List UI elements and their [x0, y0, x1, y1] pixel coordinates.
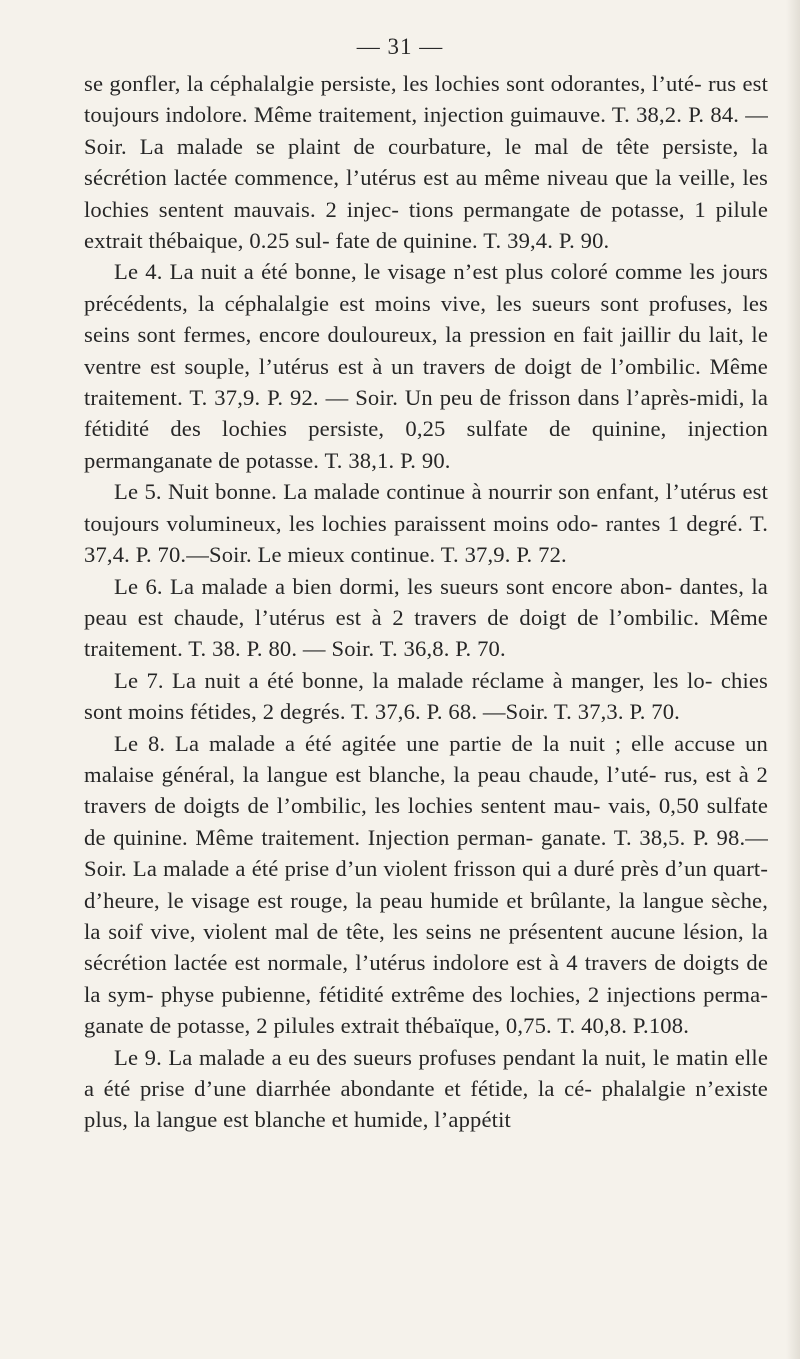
paragraph-day-8: Le 8. La malade a été agitée une partie de la nuit ; elle accuse un malaise général, la langue est blanche, la peau chaude, l’uté- rus, est à 2 travers de doigts de l’ombilic, les lochies sentent mau- vais, 0,50 sulfate de quinine. Même traitement. Injection perman- ganate. T. 38,5. P. 98.— Soir. La malade a été prise d’un violent frisson qui a duré près d’un quart-d’heure, le visage est rouge, la peau humide et brûlante, la langue sèche, la soif vive, violent mal de tête, les seins ne présentent aucune lésion, la sécrétion lactée est normale, l’utérus indolore est à 4 travers de doigts de la sym- physe pubienne, fétidité extrême des lochies, 2 injections perma- ganate de potasse, 2 pilules extrait thébaïque, 0,75. T. 40,8. P.108.	[84, 730, 768, 1039]
body-text	[84, 68, 768, 1136]
page-edge-shadow	[786, 0, 800, 1359]
paragraph-day-7: Le 7. La nuit a été bonne, la malade réclame à manger, les lo- chies sont moins fétides, 2 degrés. T. 37,6. P. 68. —Soir. T. 37,3. P. 70.	[84, 667, 768, 725]
paragraph-continuation: se gonfler, la céphalalgie persiste, les lochies sont odorantes, l’uté- rus est toujours indolore. Même traitement, injection guimauve. T. 38,2. P. 84. — Soir. La malade se plaint de courbature, le mal de tête persiste, la sécrétion lactée commence, l’utérus est au même niveau que la veille, les lochies sentent mauvais. 2 injec- tions permangate de potasse, 1 pilule extrait thébaique, 0.25 sul- fate de quinine. T. 39,4. P. 90.	[84, 71, 768, 254]
paragraph-day-4: Le 4. La nuit a été bonne, le visage n’est plus coloré comme les jours précédents, la céphalalgie est moins vive, les sueurs sont profuses, les seins sont fermes, encore douloureux, la pression en fait jaillir du lait, le ventre est souple, l’utérus est à un travers de doigt de l’ombilic. Même traitement. T. 37,9. P. 92. — Soir. Un peu de frisson dans l’après-midi, la fétidité des lochies persiste, 0,25 sulfate de quinine, injection permanganate de potasse. T. 38,1. P. 90.	[84, 259, 768, 473]
page-number: — 31 —	[356, 34, 444, 59]
paragraph-day-5: Le 5. Nuit bonne. La malade continue à nourrir son enfant, l’utérus est toujours volumineux, les lochies paraissent moins odo- rantes 1 degré. T. 37,4. P. 70.—Soir. Le mieux continue. T. 37,9. P. 72.	[84, 479, 768, 568]
paragraph-day-6: Le 6. La malade a bien dormi, les sueurs sont encore abon- dantes, la peau est chaude, l’utérus est à 2 travers de doigt de l’ombilic. Même traitement. T. 38. P. 80. — Soir. T. 36,8. P. 70.	[84, 573, 768, 662]
paragraph-day-9: Le 9. La malade a eu des sueurs profuses pendant la nuit, le matin elle a été prise d’une diarrhée abondante et fétide, la cé- phalalgie n’existe plus, la langue est blanche et humide, l’appétit	[84, 1044, 768, 1133]
